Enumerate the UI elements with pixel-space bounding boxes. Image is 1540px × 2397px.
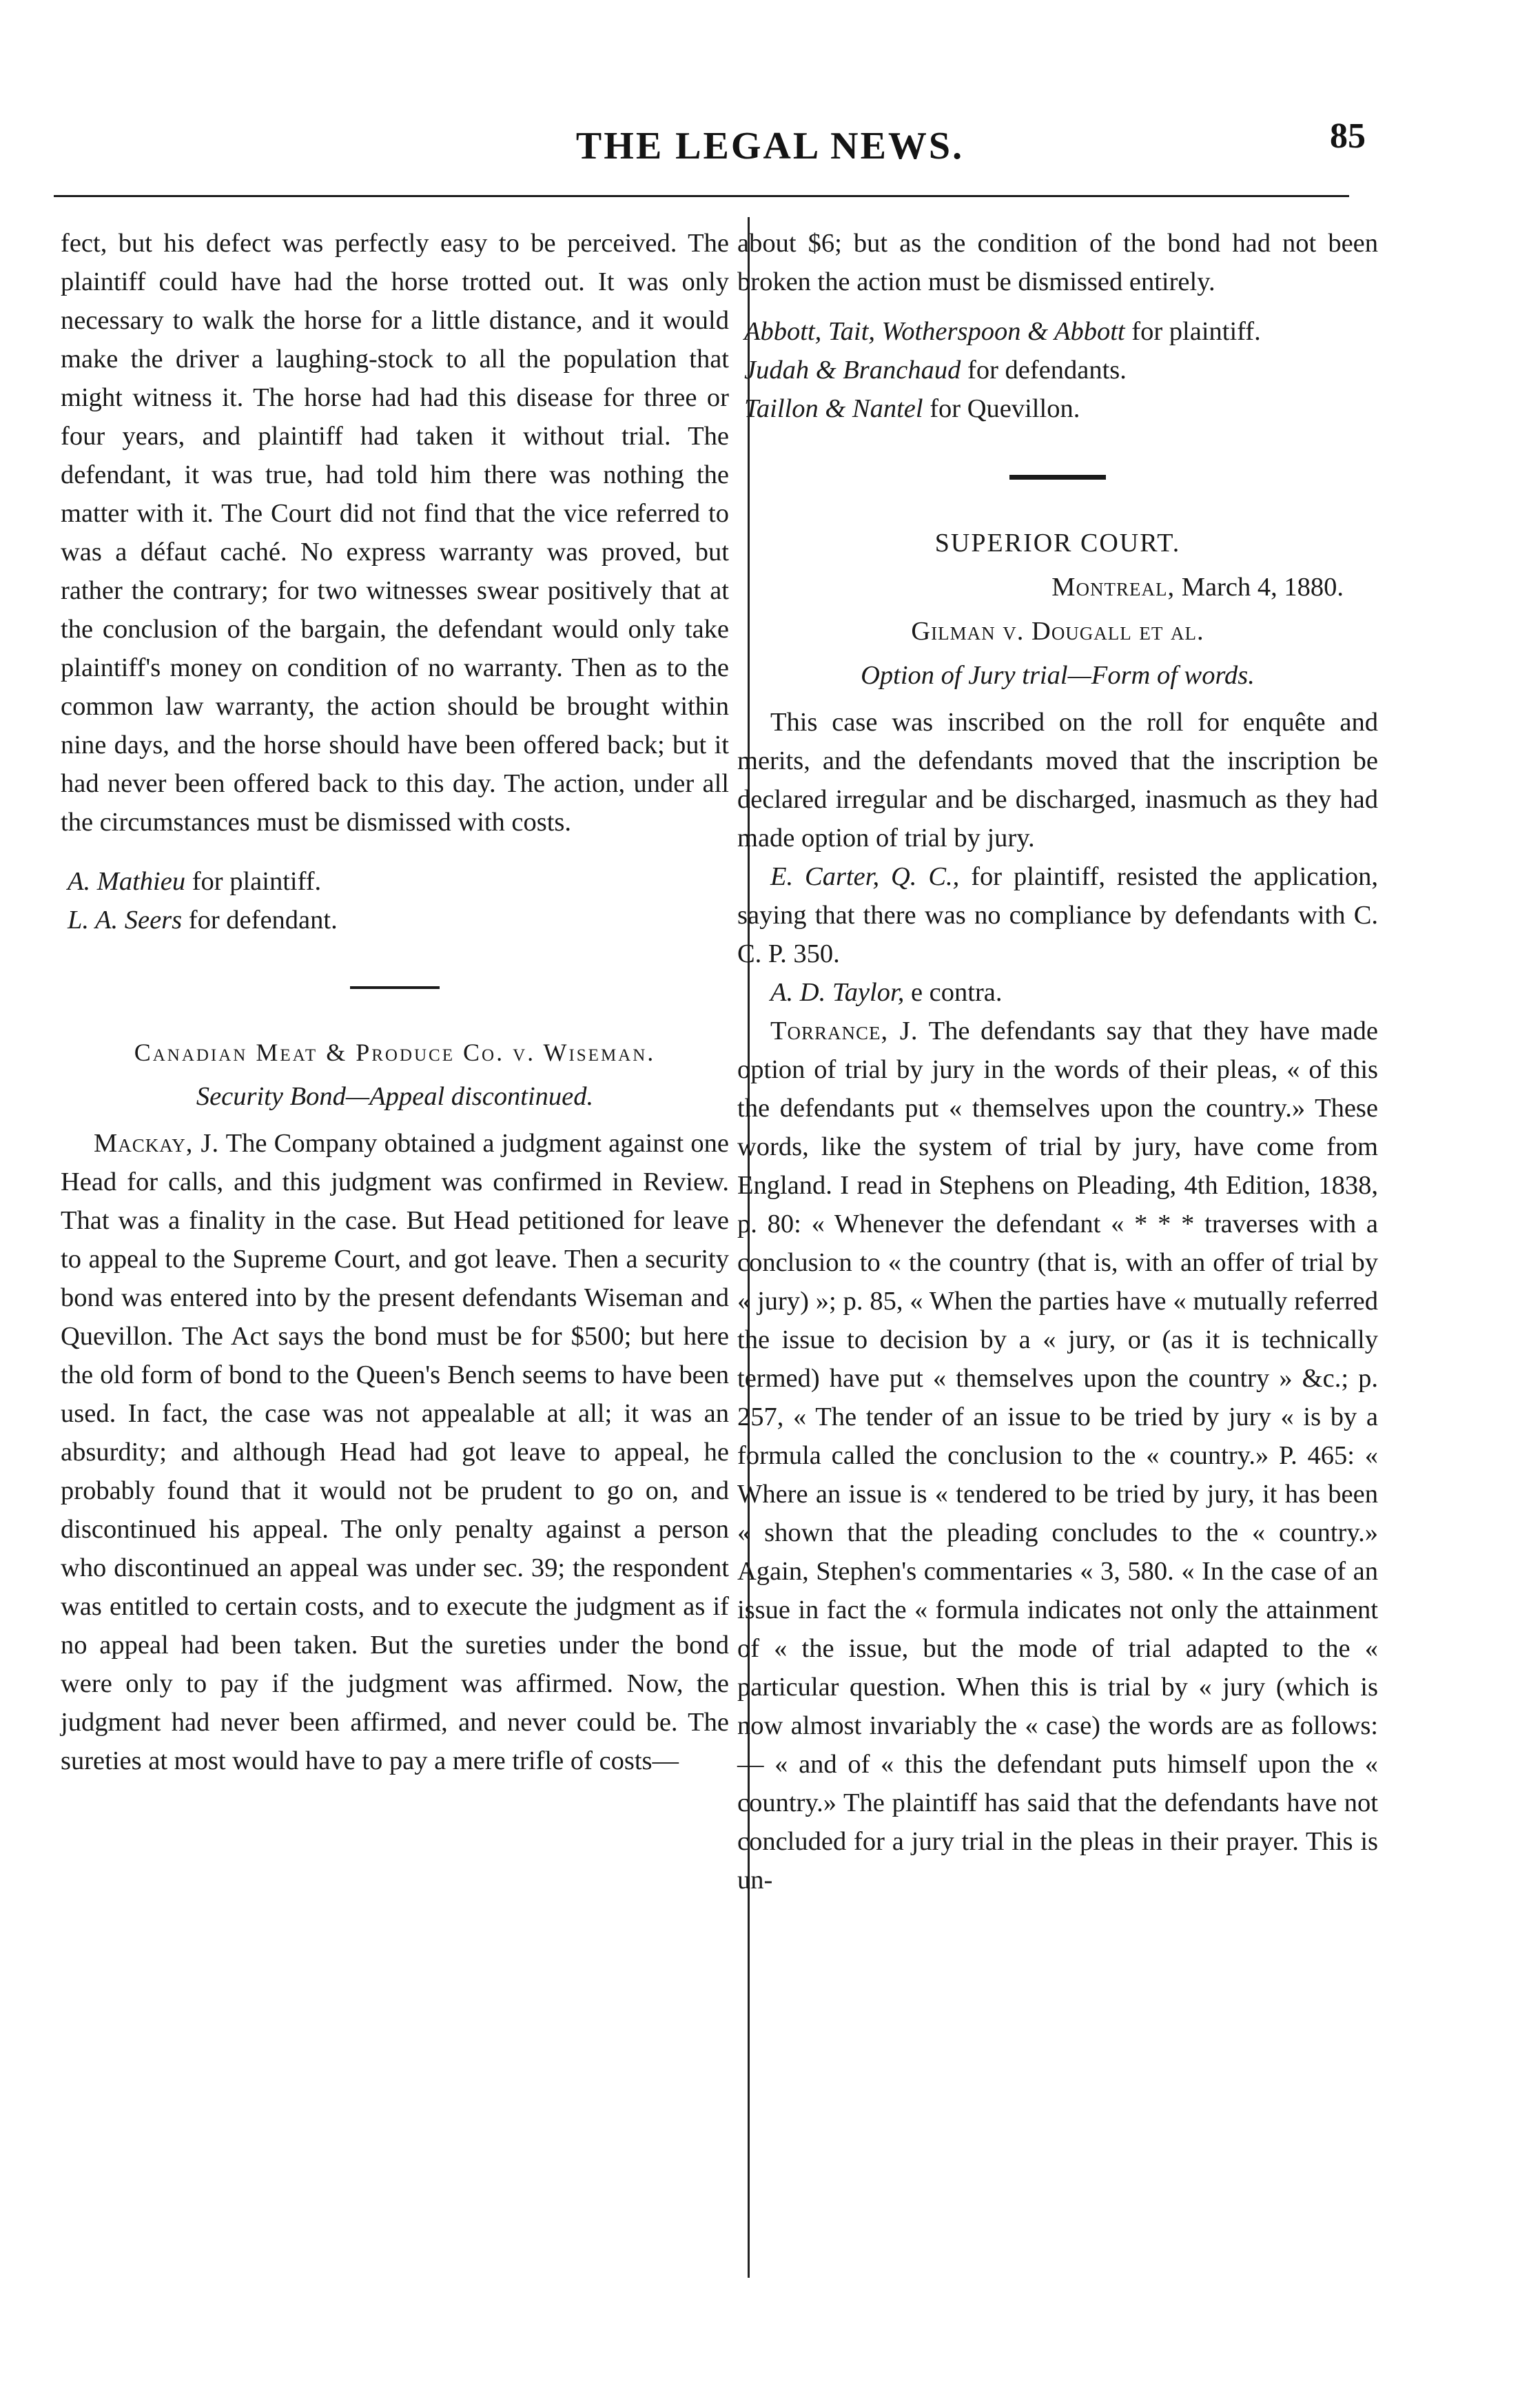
- counsel-line: [737, 389, 1378, 428]
- counsel-names: A. Mathieu: [68, 867, 186, 896]
- counsel-name: A. D. Taylor,: [770, 978, 905, 1007]
- counsel-role: for defendants.: [967, 356, 1127, 385]
- judge-name: Torrance, J.: [770, 1017, 918, 1046]
- court-heading: SUPERIOR COURT.: [934, 529, 1181, 558]
- counsel-names: L. A. Seers: [68, 906, 183, 935]
- argument-paragraph: [737, 973, 1378, 1012]
- counsel-line: [737, 351, 1378, 389]
- judgment-text: The defendants say that they have made option of trial by jury in the words of their pleas, « of this the defendants put « themselves upon the country.» These words, like the system of trial by jury, have come from England. I read in Stephens on Pleading, 4th Edition, 1838, p. 80: « Whenever the defendant « * * * traverses with a conclusion to « the country (that is, with an offer of trial by « jury) »; p. 85, « When the parties have « mutually referred the issue to decision by a « jury, or (as it is technically termed) have put « themselves upon the country » &c.; p. 257, « The tender of an issue to be tried by jury « is by a formula called the conclusion to the « country.» P. 465: « Where an issue is « tendered to be tried by jury, it has been « shown that the pleading concludes to the « country.» Again, Stephen's commentaries « 3, 580. « In the case of an issue in fact the « formula indicates not only the attainment of « the issue, but the mode of trial adapted to the « particular question. When this is trial by « jury (which is now almost invariably the « case) the words are as follows: — « and of « this the defendant puts himself upon the « country.» The plaintiff has said that the defendants have not concluded for a jury trial in the pleas in their prayer. This is un-: [737, 1017, 1378, 1895]
- page-number: 85: [1330, 116, 1366, 156]
- counsel-line: [737, 312, 1378, 351]
- right-column: [717, 224, 1378, 1899]
- counsel-line: [61, 862, 729, 901]
- facts-paragraph: This case was inscribed on the roll for enquête and merits, and the defendants moved that the inscription be declared irregular and be discharged, inasmuch as they had made option of trial by jury.: [737, 708, 1378, 853]
- counsel-names: Abbott, Tait, Wotherspoon & Abbott: [744, 317, 1125, 346]
- continuation-paragraph: about $6; but as the condition of the bond had not been broken the action must be dismissed entirely.: [737, 229, 1378, 296]
- dateline: [737, 568, 1344, 606]
- judgment-text: The Company obtained a judgment against one Head for calls, and this judgment was confirmed in Review. That was a finality in the case. But Head petitioned for leave to appeal to the Supreme Court, and got leave. Then a security bond was entered into by the present defendants Wiseman and Quevillon. The Act says the bond must be for $500; but here the old form of bond to the Queen's Bench seems to have been used. In fact, the case was not appealable at all; it was an absurdity; and although Head had got leave to appeal, he probably found that it would not be prudent to go on, and discontinued his appeal. The only penalty against a person who discontinued an appeal was under sec. 39; the respondent was entitled to certain costs, and to execute the judgment as if no appeal had been taken. But the sureties under the bond were only to pay if the judgment was affirmed. Now, the judgment had never been affirmed, and never could be. The sureties at most would have to pay a mere trifle of costs—: [61, 1129, 729, 1775]
- argument-text: e contra.: [910, 978, 1003, 1007]
- section-divider: [1009, 475, 1106, 480]
- counsel-role: for Quevillon.: [930, 394, 1080, 423]
- counsel-names: Judah & Branchaud: [744, 356, 961, 385]
- dateline-date: March 4, 1880.: [1181, 573, 1344, 602]
- left-column: [61, 224, 729, 1780]
- counsel-names: Taillon & Nantel: [744, 394, 923, 423]
- counsel-name: E. Carter, Q. C.,: [770, 862, 960, 891]
- headnote: Option of Jury trial—Form of words.: [861, 661, 1255, 690]
- headnote: Security Bond—Appeal discontinued.: [196, 1082, 594, 1111]
- section-divider: [350, 986, 440, 989]
- argument-text: for plaintiff, resisted the application, saying that there was no compliance by defendants with C. C. P. 350.: [737, 862, 1379, 968]
- judge-name: Mackay, J.: [94, 1129, 220, 1158]
- page-title: THE LEGAL NEWS.: [575, 125, 965, 167]
- page-header: [0, 0, 1540, 207]
- case-title: Gilman v. Dougall et al.: [911, 617, 1204, 646]
- dateline-place: Montreal,: [1051, 573, 1175, 602]
- case-title: Canadian Meat & Produce Co. v. Wiseman.: [134, 1039, 656, 1066]
- judgment-paragraph: [737, 1012, 1378, 1899]
- judgment-paragraph: [61, 1124, 729, 1780]
- argument-paragraph: [737, 857, 1378, 973]
- header-rule: [54, 195, 1349, 197]
- continuation-paragraph: fect, but his defect was perfectly easy to be perceived. The plaintiff could have had the horse trotted out. It was only necessary to walk the horse for a little distance, and it would make the driver a laughing-stock to all the population that might witness it. The horse had had this disease for three or four years, and plaintiff had taken it without trial. The defendant, it was true, had told him there was nothing the matter with it. The Court did not find that the vice referred to was a défaut caché. No express warranty was proved, but rather the contrary; for two witnesses swear positively that at the conclusion of the bargain, the defendant would only take plaintiff's money on condition of no warranty. Then as to the common law warranty, the action should be brought within nine days, and the horse should have been offered back; but it had never been offered back to this day. The action, under all the circumstances must be dismissed with costs.: [61, 229, 729, 837]
- counsel-role: for plaintiff.: [1131, 317, 1261, 346]
- counsel-line: [61, 901, 729, 939]
- counsel-role: for defendant.: [188, 906, 338, 935]
- counsel-role: for plaintiff.: [192, 867, 322, 896]
